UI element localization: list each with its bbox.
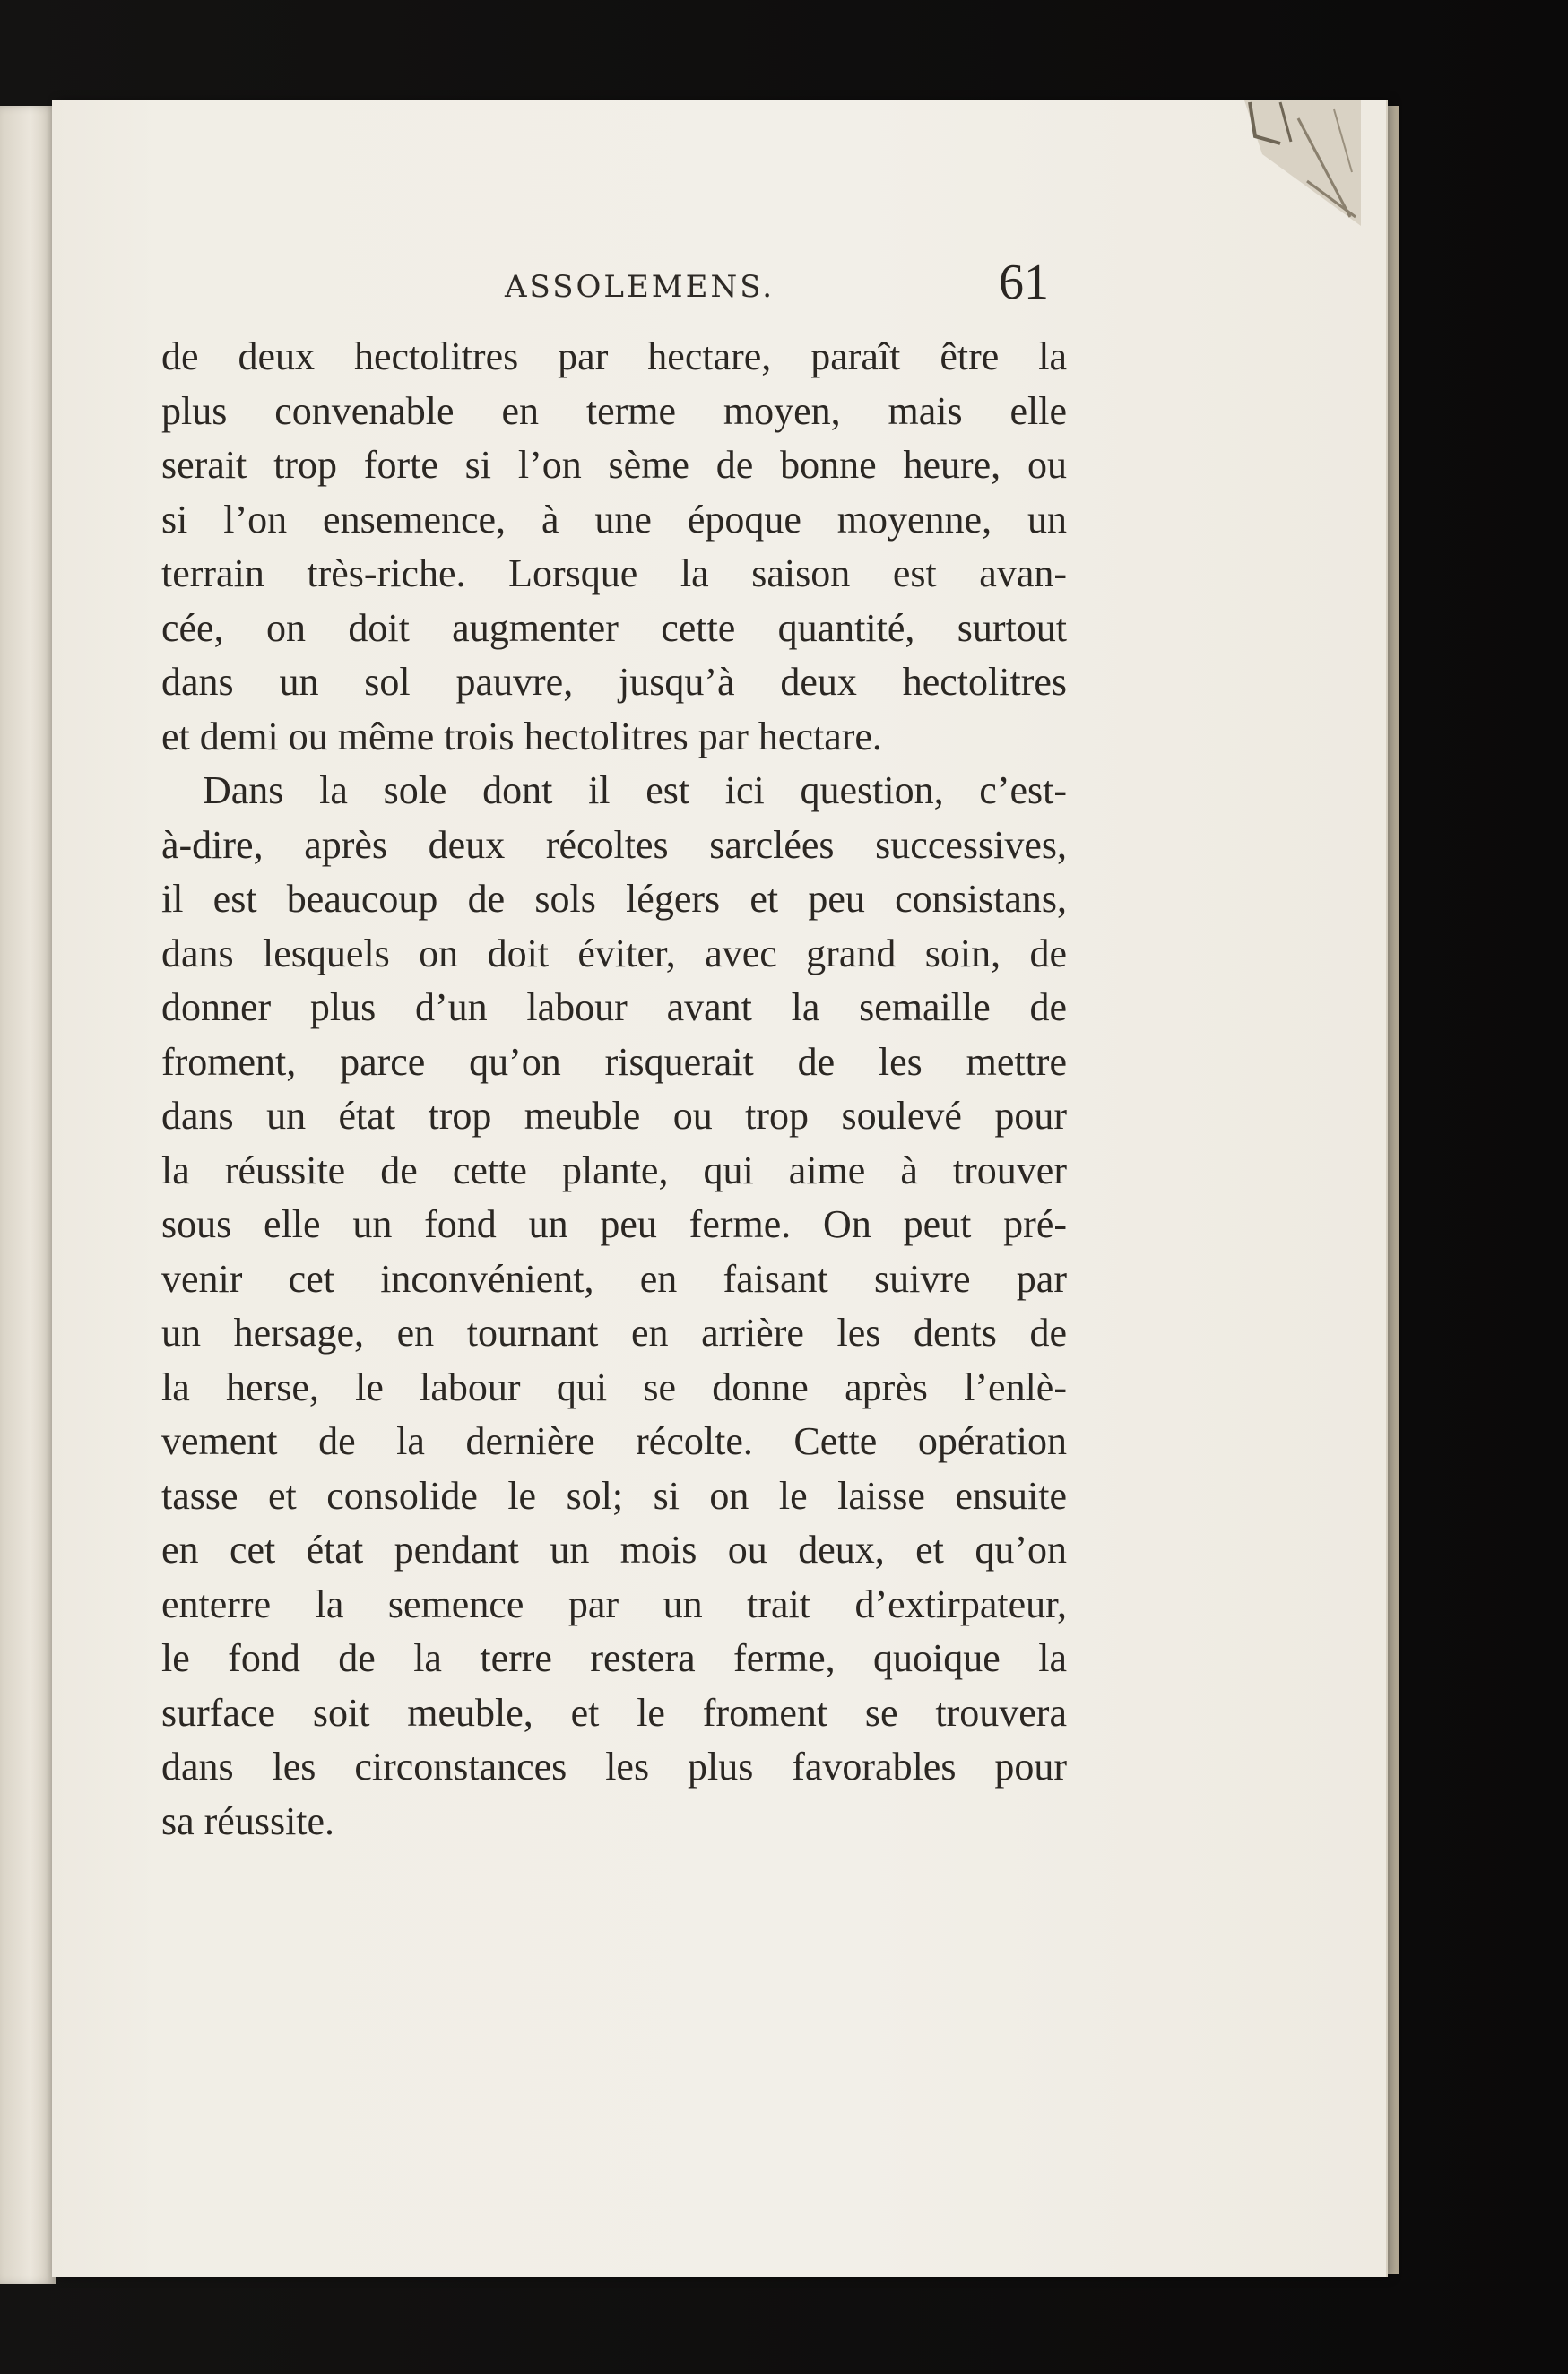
paragraph-start-line: Dans la sole dont il est ici question, c’est- [203,768,1067,812]
text-line: plus convenable en terme moyen, mais elle [161,388,1067,433]
text-line: venir cet inconvénient, en faisant suivre par [161,1256,1067,1301]
text-line: sa réussite. [161,1798,335,1843]
text-line: de deux hectolitres par hectare, paraît être la [161,334,1067,378]
text-line: à-dire, après deux récoltes sarclées successives, [161,822,1067,867]
text-line: dans un état trop meuble ou trop soulevé pour [161,1094,1067,1138]
text-line: cée, on doit augmenter cette quantité, surtout [161,605,1067,650]
text-line: tasse et consolide le sol; si on le laisse ensuite [161,1473,1067,1518]
page-number: 61 [999,255,1049,310]
text-line: le fond de la terre restera ferme, quoique la [161,1636,1067,1680]
folded-corner-tab [1244,100,1361,226]
text-line: froment, parce qu’on risquerait de les mettre [161,1039,1067,1084]
text-line: enterre la semence par un trait d’extirpateur, [161,1581,1067,1626]
text-line: dans lesquels on doit éviter, avec grand soin, de [161,931,1067,975]
text-line: vement de la dernière récolte. Cette opération [161,1419,1067,1463]
text-line: dans les circonstances les plus favorables pour [161,1745,1067,1789]
text-line: en cet état pendant un mois ou deux, et qu’on [161,1528,1067,1572]
text-line: sous elle un fond un peu ferme. On peut pré- [161,1202,1067,1246]
text-line: la réussite de cette plante, qui aime à trouver [161,1148,1067,1192]
text-line: serait trop forte si l’on sème de bonne heure, ou [161,443,1067,487]
text-line: dans un sol pauvre, jusqu’à deux hectolitres [161,660,1067,704]
text-line: et demi ou même trois hectolitres par hectare. [161,714,882,758]
text-line: surface soit meuble, et le froment se trouvera [161,1690,1067,1735]
text-line: terrain très-riche. Lorsque la saison est avan- [161,551,1067,595]
running-title: ASSOLEMENS. [505,269,775,305]
facing-page-edge [0,106,56,2284]
page-fore-edge [1386,106,1399,2274]
body-text [161,330,1067,1849]
text-line: un hersage, en tournant en arrière les dents de [161,1311,1067,1355]
text-line: donner plus d’un labour avant la semaille de [161,985,1067,1029]
text-line: la herse, le labour qui se donne après l’enlè- [161,1365,1067,1409]
text-line: si l’on ensemence, à une époque moyenne, un [161,497,1067,542]
text-line: il est beaucoup de sols légers et peu consistans, [161,877,1067,921]
